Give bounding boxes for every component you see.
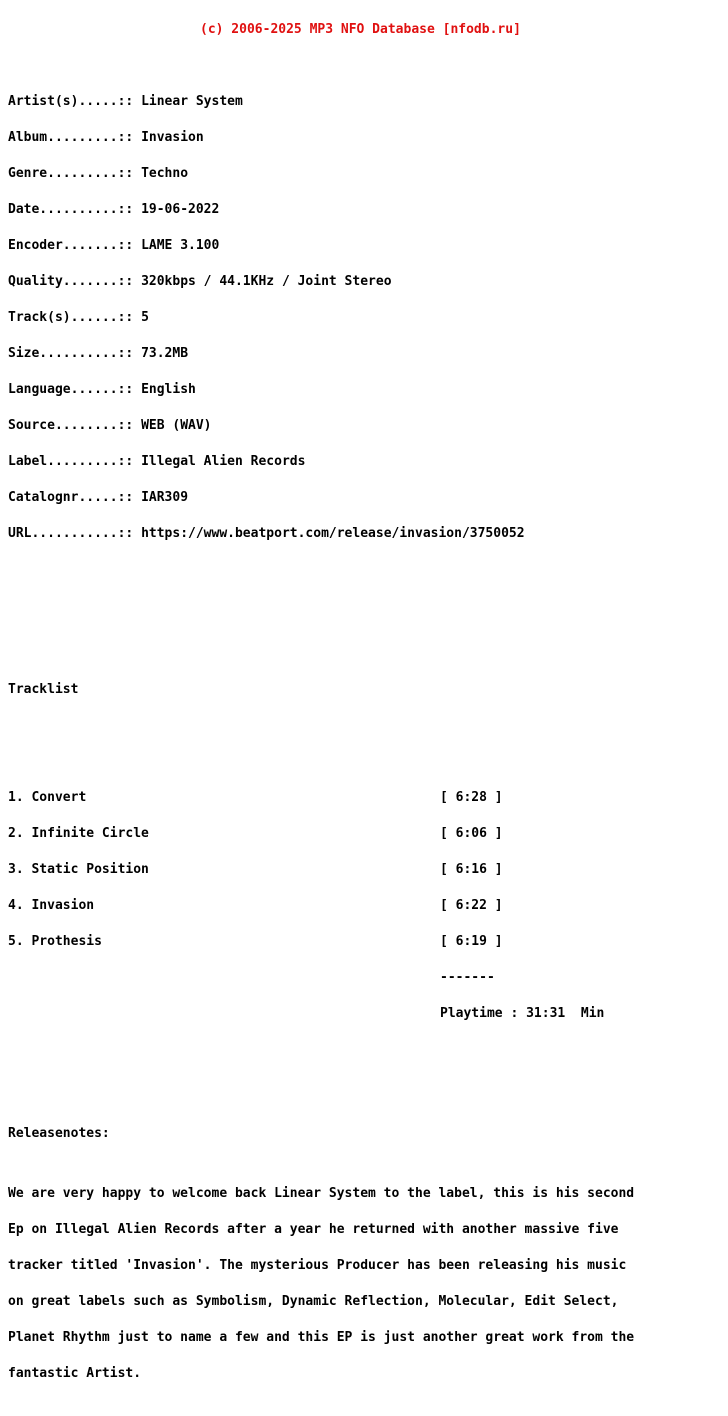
playtime-separator: -------	[440, 970, 495, 985]
field-value: English	[141, 382, 196, 397]
track-title: 5. Prothesis	[8, 934, 102, 949]
track-row	[8, 792, 724, 804]
field-key: Encoder.......::	[8, 238, 134, 253]
field-value: 73.2MB	[141, 346, 189, 361]
track-row	[8, 900, 724, 912]
field-key: Album.........::	[8, 130, 134, 145]
field-date	[8, 204, 724, 216]
field-url	[8, 528, 724, 540]
release-info-fields	[8, 72, 724, 564]
field-album	[8, 132, 724, 144]
blank-line	[8, 600, 724, 612]
field-value: Illegal Alien Records	[141, 454, 306, 469]
field-encoder	[8, 240, 724, 252]
field-value: LAME 3.100	[141, 238, 220, 253]
field-catalognr	[8, 492, 724, 504]
tracklist-heading: Tracklist	[8, 682, 79, 697]
releasenotes-line: on great labels such as Symbolism, Dynamic Reflection, Molecular, Edit Select,	[8, 1294, 619, 1309]
field-size	[8, 348, 724, 360]
nfo-database-header: (c) 2006-2025 MP3 NFO Database [nfodb.ru]	[200, 22, 521, 37]
field-tracks	[8, 312, 724, 324]
field-value: 5	[141, 310, 149, 325]
tracklist	[8, 768, 724, 1044]
track-row	[8, 936, 724, 948]
releasenotes-body	[8, 1164, 724, 1404]
field-key: Track(s)......::	[8, 310, 134, 325]
track-duration: [ 6:19 ]	[440, 934, 503, 949]
nfo-document	[8, 0, 724, 1416]
track-row	[8, 828, 724, 840]
blank-line	[8, 1080, 724, 1092]
field-key: Label.........::	[8, 454, 134, 469]
releasenotes-line: fantastic Artist.	[8, 1366, 142, 1381]
field-key: Size..........::	[8, 346, 134, 361]
track-title: 4. Invasion	[8, 898, 95, 913]
field-artist	[8, 96, 724, 108]
field-source	[8, 420, 724, 432]
field-value: Invasion	[141, 130, 204, 145]
total-playtime: Playtime : 31:31 Min	[440, 1006, 605, 1021]
track-duration: [ 6:22 ]	[440, 898, 503, 913]
releasenotes-heading: Releasenotes:	[8, 1126, 110, 1141]
track-duration: [ 6:28 ]	[440, 790, 503, 805]
track-duration: [ 6:16 ]	[440, 862, 503, 877]
field-key: Date..........::	[8, 202, 134, 217]
field-value: Linear System	[141, 94, 243, 109]
blank-line	[8, 720, 724, 732]
field-key: Artist(s).....::	[8, 94, 134, 109]
releasenotes-line: Planet Rhythm just to name a few and this EP is just another great work from the	[8, 1330, 635, 1345]
field-value: IAR309	[141, 490, 189, 505]
releasenotes-line: We are very happy to welcome back Linear System to the label, this is his second	[8, 1186, 635, 1201]
track-title: 3. Static Position	[8, 862, 149, 877]
field-label	[8, 456, 724, 468]
field-key: Source........::	[8, 418, 134, 433]
blank-line	[8, 636, 724, 648]
field-value: WEB (WAV)	[141, 418, 212, 433]
field-language	[8, 384, 724, 396]
field-value: 19-06-2022	[141, 202, 220, 217]
field-value: Techno	[141, 166, 189, 181]
releasenotes-line: Ep on Illegal Alien Records after a year he returned with another massive five	[8, 1222, 619, 1237]
field-key: Catalognr.....::	[8, 490, 134, 505]
field-genre	[8, 168, 724, 180]
releasenotes-line: tracker titled 'Invasion'. The mysterious Producer has been releasing his music	[8, 1258, 627, 1273]
field-key: Quality.......::	[8, 274, 134, 289]
field-key: URL...........::	[8, 526, 134, 541]
track-title: 2. Infinite Circle	[8, 826, 149, 841]
field-key: Language......::	[8, 382, 134, 397]
field-key: Genre.........::	[8, 166, 134, 181]
track-duration: [ 6:06 ]	[440, 826, 503, 841]
track-row	[8, 864, 724, 876]
field-quality	[8, 276, 724, 288]
field-value: 320kbps / 44.1KHz / Joint Stereo	[141, 274, 392, 289]
track-title: 1. Convert	[8, 790, 87, 805]
field-value: https://www.beatport.com/release/invasion/3750052	[141, 526, 525, 541]
